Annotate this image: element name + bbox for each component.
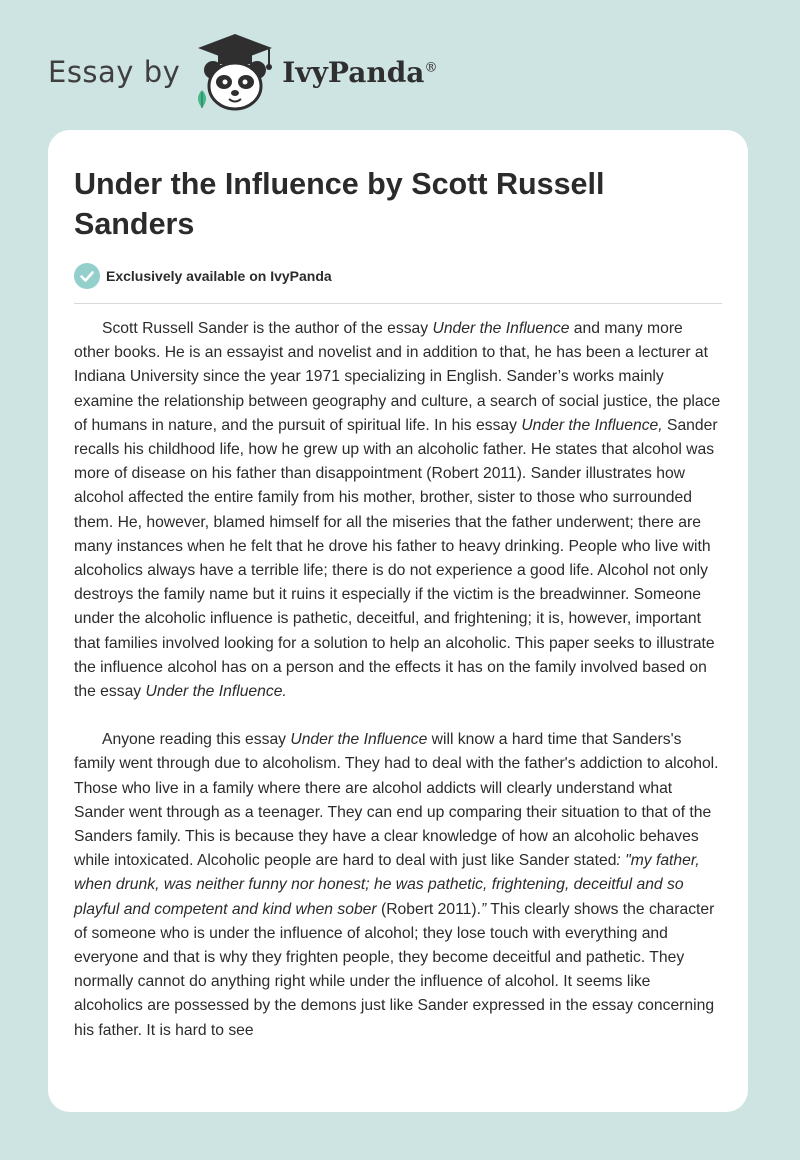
site-header: [48, 32, 437, 112]
exclusive-badge-label: Exclusively available on IvyPanda: [106, 268, 332, 284]
essay-paragraph: [74, 728, 722, 1043]
paragraph-text: Anyone reading this essay: [102, 731, 291, 749]
panda-graduate-icon: [190, 32, 280, 112]
paragraph-text: (Robert 2011).: [376, 900, 481, 918]
essay-card: [48, 130, 748, 1112]
italic-text: Under the Influence,: [521, 416, 663, 434]
italic-text: Under the Influence: [432, 320, 570, 337]
trademark-mark: ®: [424, 60, 438, 76]
italic-text: ”: [480, 900, 487, 918]
essay-paragraph: [74, 317, 722, 704]
essay-by-label: Essay by: [48, 55, 181, 89]
italic-text: : "my father, when drunk, was neither funny nor honest; he was pathetic, frightening, deceitful and so playful and competent and kind when sober: [74, 852, 700, 918]
exclusive-badge: [74, 262, 332, 290]
italic-text: Under the Influence.: [145, 683, 287, 701]
paragraph-text: Scott Russell Sander is the author of the essay: [102, 320, 433, 337]
title-divider: [74, 303, 722, 304]
paragraph-text: This clearly shows the character of someone who is under the influence of alcohol; they lose touch with everything and everyone and that is why they frighten people, they become deceitful and pathetic. They normally cannot do anything right while under the influence of alcohol. It seems like alcoholics are possessed by the demons just like Sander expressed in the essay concerning his father. It is hard to see: [74, 900, 715, 1039]
paragraph-text: Sander recalls his childhood life, how he grew up with an alcoholic father. He states that alcohol was more of disease on his father than disappointment (Robert 2011). Sander illustrates how alcohol affected the entire family from his mother, brother, sister to those who surrounded them. He, however, blamed himself for all the miseries that the father underwent; there are many instances when he felt that he drove his father to heavy drinking. People who live with alcoholics always have a terrible life; there is do not experience a good life. Alcohol not only destroys the family name but it ruins it especially if the victim is the breadwinner. Someone under the alcoholic influence is pathetic, deceitful, and frightening; it is, however, important that families involved looking for a solution to help an alcoholic. This paper seeks to illustrate the influence alcohol has on a person and the effects it has on the family involved based on the essay: [74, 416, 718, 701]
brand-name: [282, 56, 437, 89]
paragraph-text: will know a hard time that Sanders's family went through due to alcoholism. They had to deal with the father's addiction to alcohol. Those who live in a family where there are alcohol addicts will clearly understand what Sander went through as a teenager. They can end up comparing their situation to that of the Sanders family. This is because they have a clear knowledge of how an alcoholic behaves while intoxicated. Alcoholic people are hard to deal with just like Sander stated: [74, 731, 719, 870]
paragraph-text: and many more other books. He is an essayist and novelist and in addition to that, he has been a lecturer at Indiana University since the year 1971 specializing in English. Sander’s works mainly examine the relationship between geography and culture, a search of social justice, the place of humans in nature, and the pursuit of spiritual life. In his essay: [74, 320, 721, 434]
brand-label: IvyPanda: [282, 55, 425, 89]
essay-title: Under the Influence by Scott Russell Sanders: [74, 167, 605, 241]
essay-body: [74, 317, 722, 1067]
italic-text: Under the Influence: [290, 731, 428, 749]
checkmark-icon: [74, 263, 100, 289]
